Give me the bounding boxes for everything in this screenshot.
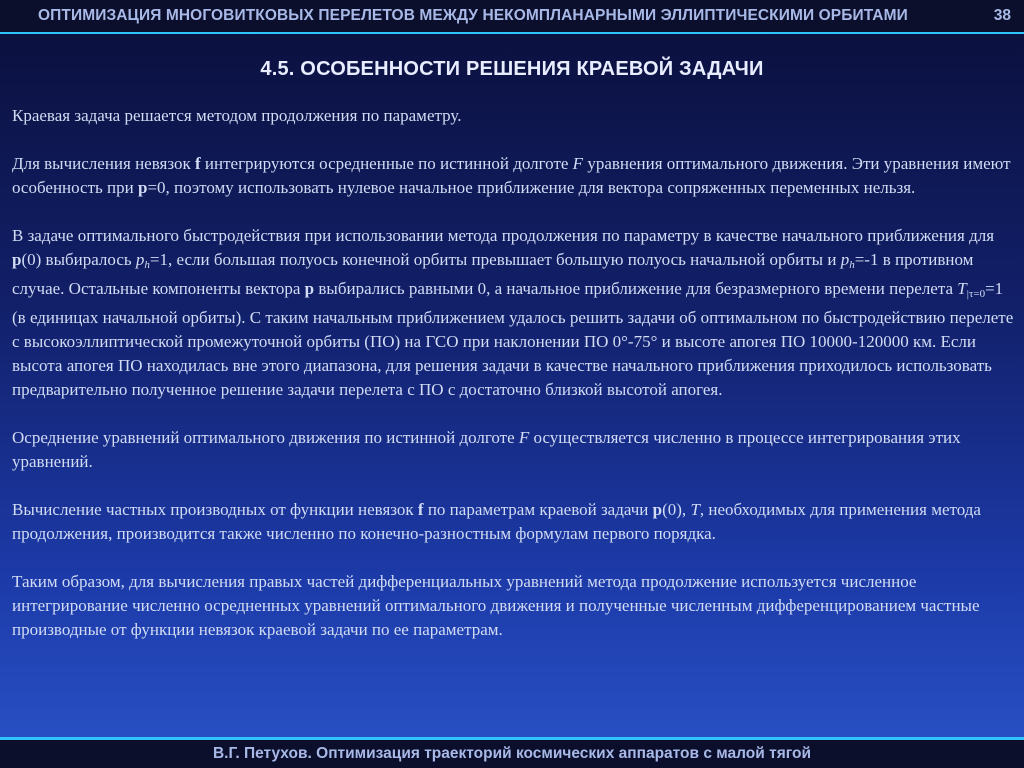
text-run: Краевая задача решается методом продолжения по параметру. [12, 106, 462, 125]
symbol-p: p [652, 500, 663, 519]
text-run: осуществляется численно в процессе интегрирования этих уравнений. [12, 428, 961, 471]
text-run: Осреднение уравнений оптимального движения по истинной долготе [12, 428, 519, 447]
symbol-T: T [957, 279, 967, 298]
text-run: В задаче оптимального быстродействия при использовании метода продолжения по параметру в качестве начального приближения для [12, 226, 995, 245]
text-run: интегрируются осредненные по истинной долготе [200, 154, 573, 173]
symbol-p: p [137, 178, 148, 197]
symbol-F: F [572, 154, 584, 173]
text-run: , необходимых для применения метода продолжения, производится также численно по конечно-разностным формулам первого порядка. [12, 500, 981, 543]
paragraph-6 [12, 570, 1017, 642]
text-run: (0) выбиралось [21, 250, 136, 269]
page-number: 38 [993, 7, 1011, 24]
text-run: Для вычисления невязок [12, 154, 195, 173]
symbol-p-h: p [135, 250, 145, 269]
paragraph-2 [12, 152, 1017, 200]
paragraph-4 [12, 426, 1017, 474]
subscript-h: h [144, 259, 150, 271]
text-run: Таким образом, для вычисления правых частей дифференциальных уравнений метода продолжение используется численное интегрирование численно осредненных уравнений оптимального движения и полученные численным дифференцированием частные производные от функции невязок краевой задачи по ее параметрам. [12, 572, 980, 639]
text-run: =1, если большая полуось конечной орбиты превышает большую полуось начальной орбиты и [149, 250, 841, 269]
slide-footer [0, 740, 1024, 768]
paragraph-3 [12, 224, 1017, 402]
text-run: по параметрам краевой задачи [423, 500, 653, 519]
section-title: 4.5. ОСОБЕННОСТИ РЕШЕНИЯ КРАЕВОЙ ЗАДАЧИ [260, 58, 764, 80]
text-run: (0), [662, 500, 691, 519]
text-run: =-1 в противном случае. Остальные компоненты вектора [12, 250, 974, 298]
symbol-p: p [304, 279, 315, 298]
symbol-f: f [194, 154, 201, 173]
text-run: =1 (в единицах начальной орбиты). С таким начальным приближением удалось решить задачи об оптимальном по быстродействию перелете с высокоэллиптической промежуточной орбиты (ПО) на ГСО при наклонении ПО 0°-75° и высоте апогея ПО 10000-120000 км. Если высота апогея ПО находилась вне этого диапазона, для решения задачи в качестве начального приближения приходилось использовать предварительно полученное решение задачи перелета с ПО с достаточно близкой высотой апогея. [12, 279, 1014, 399]
text-run: выбирались равными 0, а начальное приближение для безразмерного времени перелета [314, 279, 958, 298]
paragraph-5 [12, 498, 1017, 546]
paragraph-1 [12, 104, 1017, 128]
slide-body [12, 104, 1017, 666]
subscript-tau: |τ=0 [966, 288, 986, 300]
symbol-p-h: p [840, 250, 850, 269]
text-run: уравнения оптимального движения. Эти уравнения имеют особенность при [12, 154, 1011, 197]
header-title: ОПТИМИЗАЦИЯ МНОГОВИТКОВЫХ ПЕРЕЛЕТОВ МЕЖДУ НЕКОМПЛАНАРНЫМИ ЭЛЛИПТИЧЕСКИМИ ОРБИТАМИ [38, 7, 908, 24]
symbol-p: p [12, 250, 22, 269]
footer-text: В.Г. Петухов. Оптимизация траекторий космических аппаратов с малой тягой [212, 745, 811, 762]
slide-header [0, 0, 1024, 34]
symbol-F: F [518, 428, 530, 447]
text-run: =0, поэтому использовать нулевое начальное приближение для вектора сопряженных переменных нельзя. [147, 178, 916, 197]
symbol-f: f [417, 500, 424, 519]
text-run: Вычисление частных производных от функции невязок [12, 500, 418, 519]
symbol-T: T [690, 500, 700, 519]
subscript-h: h [849, 259, 855, 271]
